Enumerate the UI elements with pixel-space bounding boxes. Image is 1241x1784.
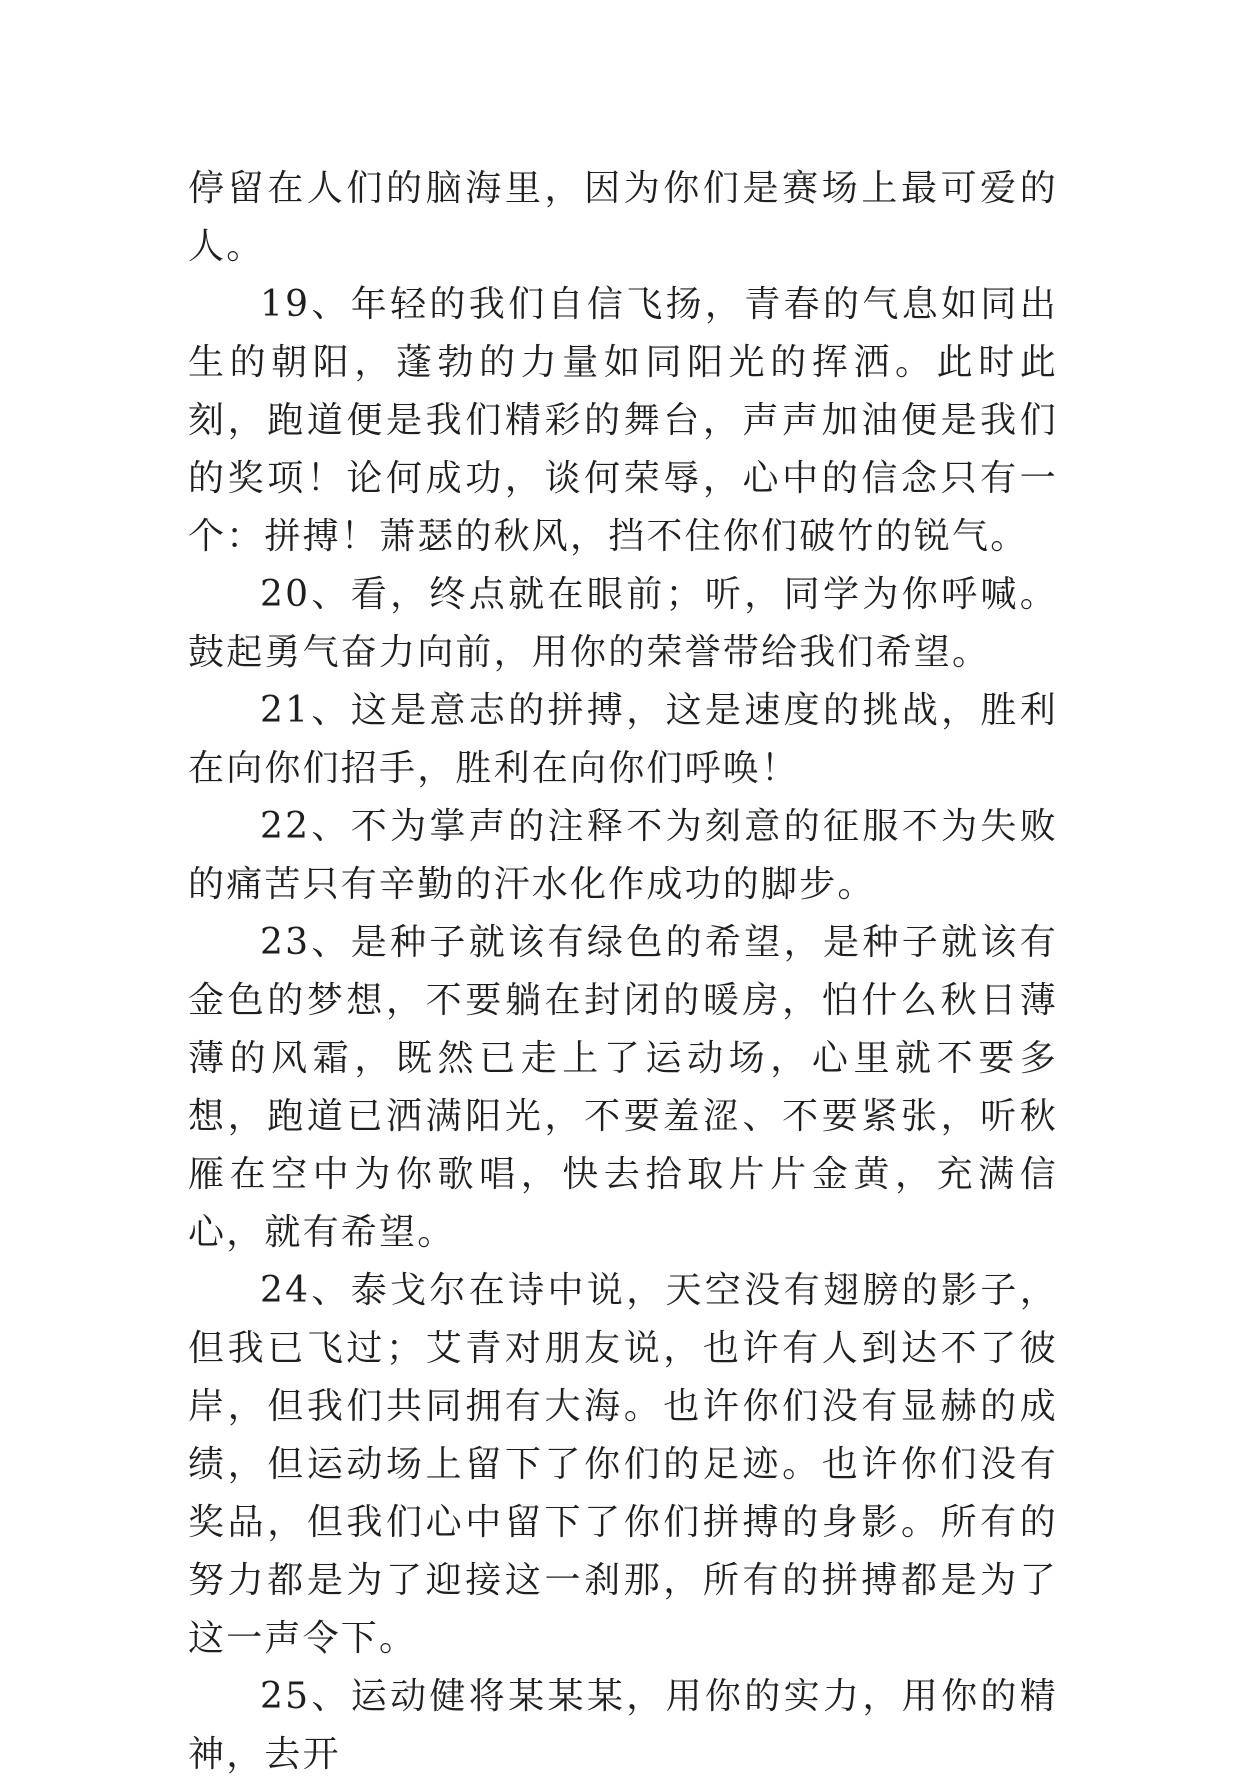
paragraph-19: 19、年轻的我们自信飞扬，青春的气息如同出生的朝阳，蓬勃的力量如同阳光的挥洒。此时此刻，跑道便是我们精彩的舞台，声声加油便是我们的奖项！论何成功，谈何荣辱，心中的信念只有一个：拼搏！萧瑟的秋风，挡不住你们破竹的锐气。 — [188, 284, 1058, 557]
paragraph-24: 24、泰戈尔在诗中说，天空没有翅膀的影子，但我已飞过；艾青对朋友说，也许有人到达不了彼岸，但我们共同拥有大海。也许你们没有显赫的成绩，但运动场上留下了你们的足迹。也许你们没有奖品，但我们心中留下了你们拼搏的身影。所有的努力都是为了迎接这一刹那，所有的拼搏都是为了这一声令下。 — [188, 1270, 1058, 1659]
paragraph-22: 22、不为掌声的注释不为刻意的征服不为失败的痛苦只有辛勤的汗水化作成功的脚步。 — [188, 806, 1058, 905]
paragraph-23: 23、是种子就该有绿色的希望，是种子就该有金色的梦想，不要躺在封闭的暖房，怕什么秋日薄薄的风霜，既然已走上了运动场，心里就不要多想，跑道已洒满阳光，不要羞涩、不要紧张，听秋雁在空中为你歌唱，快去拾取片片金黄，充满信心，就有希望。 — [188, 922, 1058, 1253]
paragraph-20: 20、看，终点就在眼前；听，同学为你呼喊。鼓起勇气奋力向前，用你的荣誉带给我们希望。 — [188, 574, 1058, 673]
paragraph-continuation: 停留在人们的脑海里，因为你们是赛场上最可爱的人。 — [188, 168, 1058, 267]
document-body — [188, 160, 1058, 1784]
paragraph-21: 21、这是意志的拼搏，这是速度的挑战，胜利在向你们招手，胜利在向你们呼唤！ — [188, 690, 1058, 789]
paragraph-25: 25、运动健将某某某，用你的实力，用你的精神，去开 — [188, 1676, 1058, 1775]
